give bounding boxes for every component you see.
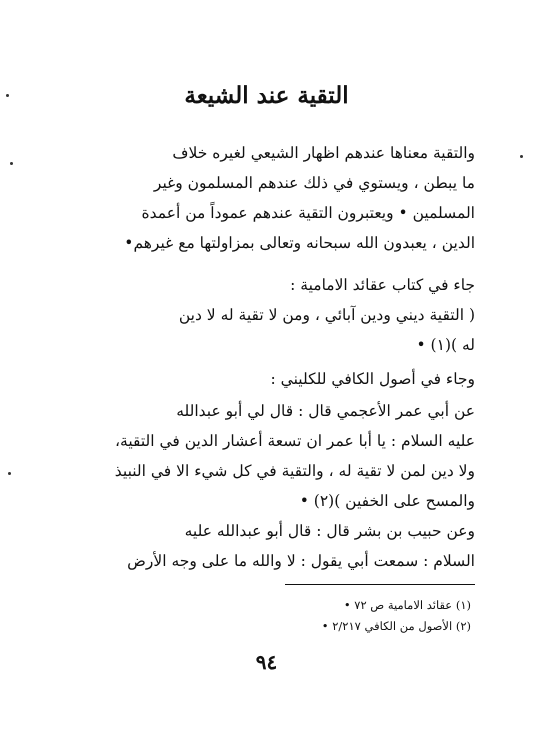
- intro-line: والتقية معناها عندهم اظهار الشيعي لغيره خلاف: [172, 144, 475, 162]
- scan-speck: [6, 94, 9, 97]
- footnote-divider: [285, 584, 475, 585]
- quote-line: عليه السلام : يا أبا عمر ان تسعة أعشار الدين في التقية،: [115, 432, 475, 450]
- quote-line: وعن حبيب بن بشر قال : قال أبو عبدالله عليه: [184, 522, 475, 540]
- kafi-intro-line: وجاء في أصول الكافي للكليني :: [270, 370, 475, 388]
- quote-line: ( التقية ديني ودين آبائي ، ومن لا تقية له لا دين: [178, 306, 475, 324]
- footnote-2: (٢) الأصول من الكافي ٢/٢١٧ •: [321, 619, 471, 633]
- intro-paragraph: [59, 138, 475, 258]
- intro-line: ما يبطن ، ويستوي في ذلك عندهم المسلمون وغير: [153, 174, 475, 192]
- scan-speck: [8, 472, 11, 475]
- quote-line: عن أبي عمر الأعجمي قال : قال لي أبو عبدالله: [176, 402, 475, 420]
- quote-line: السلام : سمعت أبي يقول : لا والله ما على وجه الأرض: [127, 552, 475, 570]
- scan-speck: [520, 155, 523, 158]
- footnote-1: (١) عقائد الامامية ص ٧٢ •: [343, 598, 471, 612]
- intro-line: الدين ، يعبدون الله سبحانه وتعالى بمزاولتها مع غيرهم•: [124, 234, 475, 252]
- aqaid-intro-line: جاء في كتاب عقائد الامامية :: [290, 276, 475, 294]
- scan-speck: [10, 162, 13, 165]
- page-title: التقية عند الشيعة: [184, 82, 349, 109]
- quote-line: ولا دين لمن لا تقية له ، والتقية في كل شيء الا في النبيذ: [114, 462, 475, 480]
- quote-line: والمسح على الخفين )(٢) •: [299, 492, 475, 510]
- quote-line: له )(١) •: [416, 336, 475, 354]
- habib-paragraph: [59, 516, 475, 576]
- quote-aqaid: [59, 300, 475, 360]
- intro-line: المسلمين • ويعتبرون التقية عندهم عموداً من أعمدة: [141, 204, 475, 222]
- quote-kafi: [59, 396, 475, 516]
- page-number: ٩٤: [255, 650, 278, 674]
